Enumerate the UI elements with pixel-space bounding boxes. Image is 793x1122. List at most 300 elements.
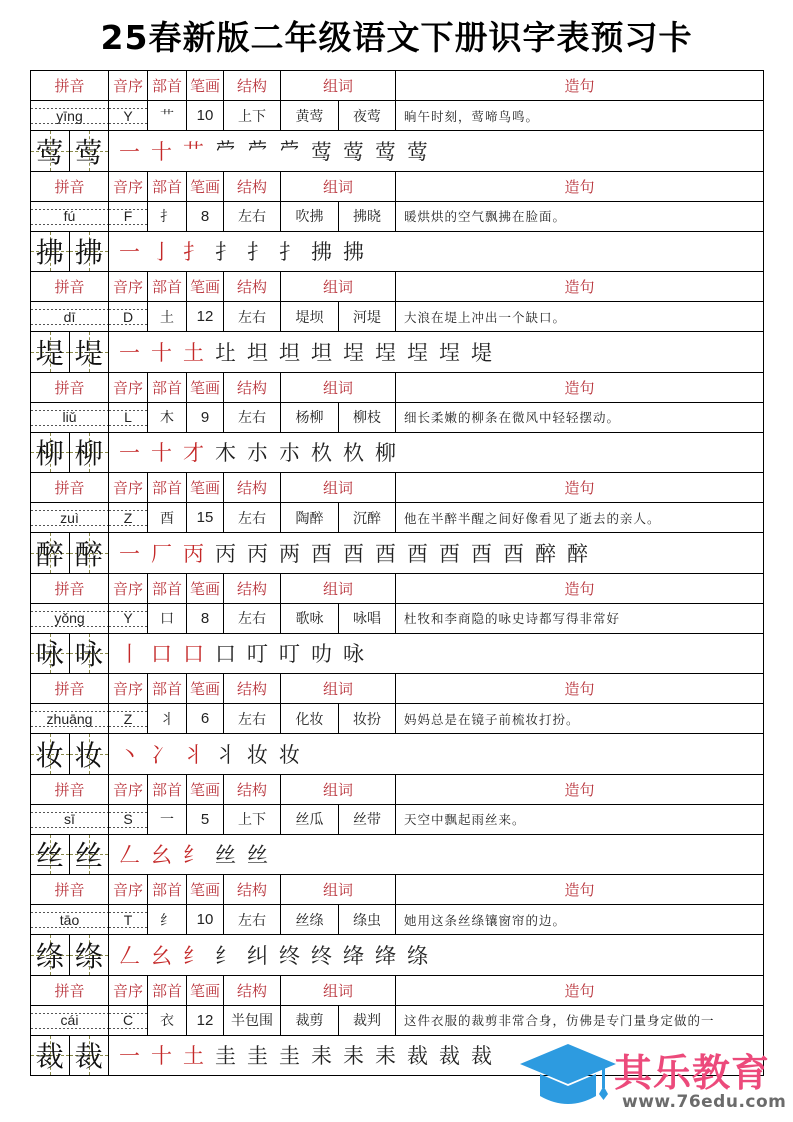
stroke-step: 圵 (215, 340, 236, 365)
tian-grid-cell: 醉 (70, 533, 109, 573)
tian-grid-cell: 绦 (70, 935, 109, 975)
value-row (31, 805, 763, 835)
word1-cell: 丝绦 (281, 905, 339, 934)
character-card (31, 71, 763, 172)
header-words: 组词 (281, 775, 396, 804)
structure-cell: 左右 (224, 202, 281, 231)
stroke-step: 埕 (407, 340, 428, 365)
header-strokes: 笔画 (187, 172, 224, 201)
stroke-step: 纟 (183, 943, 204, 968)
tian-grid-pair (31, 332, 109, 372)
stroke-count-cell: 8 (187, 604, 224, 633)
value-row (31, 604, 763, 634)
tian-grid-cell: 莺 (70, 131, 109, 171)
header-structure: 结构 (224, 473, 281, 502)
header-sentence: 造句 (564, 981, 595, 1000)
value-row (31, 101, 763, 131)
stroke-step: 丙 (215, 541, 236, 566)
stroke-order (109, 835, 763, 875)
header-structure: 结构 (224, 674, 281, 703)
tian-grid-pair (31, 935, 109, 975)
word1-cell: 黄莺 (281, 101, 339, 130)
header-strokes: 笔画 (187, 272, 224, 301)
stroke-step: 口 (151, 642, 172, 667)
header-radical: 部首 (148, 574, 187, 603)
initial-cell: Z (109, 503, 148, 532)
stroke-order (109, 131, 763, 171)
writing-row (31, 433, 763, 474)
tian-grid-pair (31, 433, 109, 473)
initial-cell: F (109, 202, 148, 231)
stroke-step: 耒 (311, 1044, 332, 1069)
stroke-step: 丙 (183, 541, 204, 566)
header-strokes: 笔画 (187, 976, 224, 1005)
tian-grid-cell: 绦 (31, 935, 70, 975)
stroke-step: 酉 (439, 541, 460, 566)
stroke-order (109, 634, 763, 674)
stroke-step: 埕 (439, 340, 460, 365)
radical-cell: 土 (148, 302, 187, 331)
stroke-step: 扌 (279, 240, 300, 265)
character-card (31, 272, 763, 373)
header-initial: 音序 (109, 674, 148, 703)
header-sentence: 造句 (564, 378, 595, 397)
stroke-step: 杦 (311, 441, 332, 466)
stroke-step: 醉 (567, 541, 588, 566)
stroke-step: 纠 (247, 943, 268, 968)
header-strokes: 笔画 (187, 775, 224, 804)
tian-grid-pair (31, 533, 109, 573)
writing-row (31, 131, 763, 172)
header-pinyin: 拼音 (31, 574, 109, 603)
stroke-step: 十 (151, 139, 172, 164)
character-card (31, 674, 763, 775)
radical-cell: 口 (148, 604, 187, 633)
value-row (31, 202, 763, 232)
header-sentence: 造句 (564, 780, 595, 799)
header-words: 组词 (281, 875, 396, 904)
word2-cell: 拂晓 (339, 202, 396, 231)
tian-grid-cell: 堤 (70, 332, 109, 372)
stroke-step: 叮 (247, 642, 268, 667)
stroke-step: 两 (279, 541, 300, 566)
radical-cell: 扌 (148, 202, 187, 231)
tian-grid-cell: 咏 (70, 634, 109, 674)
header-row (31, 674, 763, 704)
header-sentence: 造句 (564, 881, 595, 899)
stroke-order (109, 533, 763, 573)
initial-cell: Y (109, 101, 148, 130)
value-row (31, 503, 763, 533)
stroke-step: 𫇦 (279, 138, 300, 163)
stroke-step: 一 (119, 1044, 140, 1069)
stroke-count-cell: 8 (187, 202, 224, 231)
stroke-step: 耒 (375, 1044, 396, 1069)
header-radical: 部首 (148, 71, 187, 100)
value-row (31, 905, 763, 935)
stroke-step: 幺 (151, 843, 172, 868)
value-row (31, 302, 763, 332)
stroke-step: 埕 (343, 340, 364, 365)
header-structure: 结构 (224, 875, 281, 904)
header-structure: 结构 (224, 373, 281, 402)
radical-cell: 酉 (148, 503, 187, 532)
stroke-step: 朩 (247, 441, 268, 466)
word2-cell: 咏唱 (339, 604, 396, 633)
stroke-step: 莺 (375, 139, 396, 164)
header-initial: 音序 (109, 473, 148, 502)
tian-grid-cell: 丝 (70, 835, 109, 875)
pinyin-cell: zuì (31, 503, 109, 532)
stroke-step: 扌 (183, 240, 204, 265)
stroke-step: 莺 (407, 139, 428, 164)
word1-cell: 歌咏 (281, 604, 339, 633)
header-strokes: 笔画 (187, 473, 224, 502)
header-words: 组词 (281, 473, 396, 502)
stroke-count-cell: 5 (187, 805, 224, 834)
stroke-step: 亅 (151, 240, 172, 265)
stroke-step: 绛 (343, 943, 364, 968)
structure-cell: 左右 (224, 905, 281, 934)
header-words: 组词 (281, 976, 396, 1005)
header-sentence: 造句 (564, 177, 595, 196)
writing-row (31, 533, 763, 574)
stroke-step: 一 (119, 240, 140, 265)
header-strokes: 笔画 (187, 875, 224, 904)
stroke-step: 木 (215, 441, 236, 466)
stroke-step: 土 (183, 1044, 204, 1069)
header-pinyin: 拼音 (31, 775, 109, 804)
tian-grid-cell: 柳 (31, 433, 70, 473)
stroke-step: 终 (279, 943, 300, 968)
header-structure: 结构 (224, 172, 281, 201)
stroke-step: 耒 (343, 1044, 364, 1069)
pinyin-cell: sī (31, 805, 109, 834)
sentence-cell: 这件衣服的裁剪非常合身，仿佛是专门量身定做的一 (404, 1013, 715, 1028)
header-row (31, 775, 763, 805)
header-words: 组词 (281, 272, 396, 301)
stroke-step: 酉 (503, 541, 524, 566)
initial-cell: C (109, 1006, 148, 1035)
stroke-step: 终 (311, 943, 332, 968)
stroke-step: 丨 (119, 642, 140, 667)
word1-cell: 堤坝 (281, 302, 339, 331)
brand-name: 其乐教育 (614, 1051, 771, 1095)
stroke-step: 裁 (439, 1044, 460, 1069)
stroke-step: 纟 (183, 843, 204, 868)
stroke-step: 幺 (151, 943, 172, 968)
header-initial: 音序 (109, 172, 148, 201)
stroke-step: 绛 (375, 943, 396, 968)
tian-grid-cell: 醉 (31, 533, 70, 573)
word1-cell: 吹拂 (281, 202, 339, 231)
stroke-step: 拂 (311, 240, 332, 265)
stroke-step: 堤 (471, 340, 492, 365)
stroke-step: 丙 (247, 541, 268, 566)
header-words: 组词 (281, 674, 396, 703)
stroke-step: 才 (183, 441, 204, 466)
header-row (31, 71, 763, 101)
stroke-step: 一 (119, 139, 140, 164)
writing-row (31, 232, 763, 273)
header-words: 组词 (281, 373, 396, 402)
header-words: 组词 (281, 71, 396, 100)
stroke-step: 坦 (311, 340, 332, 365)
header-radical: 部首 (148, 373, 187, 402)
stroke-step: 绦 (407, 943, 428, 968)
graduation-cap-icon (518, 1040, 618, 1110)
value-row (31, 403, 763, 433)
stroke-count-cell: 12 (187, 1006, 224, 1035)
stroke-step: 𠃋 (119, 943, 140, 968)
structure-cell: 半包围 (224, 1006, 281, 1035)
stroke-step: 坦 (279, 340, 300, 365)
sentence-cell: 天空中飘起雨丝来。 (404, 812, 526, 827)
header-pinyin: 拼音 (31, 473, 109, 502)
stroke-step: 埕 (375, 340, 396, 365)
stroke-order (109, 433, 763, 473)
initial-cell: Y (109, 604, 148, 633)
sentence-cell: 他在半醉半醒之间好像看见了逝去的亲人。 (404, 510, 661, 526)
stroke-count-cell: 9 (187, 403, 224, 432)
stroke-step: 杦 (343, 441, 364, 466)
header-sentence: 造句 (564, 479, 595, 497)
header-row (31, 473, 763, 503)
stroke-count-cell: 12 (187, 302, 224, 331)
character-table (30, 70, 764, 1076)
initial-cell: L (109, 403, 148, 432)
header-words: 组词 (281, 172, 396, 201)
stroke-step: 扌 (247, 240, 268, 265)
word2-cell: 夜莺 (339, 101, 396, 130)
writing-row (31, 835, 763, 876)
pinyin-cell: yīng (31, 101, 109, 130)
stroke-step: 柳 (375, 441, 396, 466)
header-initial: 音序 (109, 976, 148, 1005)
stroke-step: 裁 (471, 1044, 492, 1069)
pinyin-cell: liǔ (31, 403, 109, 432)
character-card (31, 373, 763, 474)
stroke-step: 十 (151, 340, 172, 365)
stroke-step: 扌 (215, 240, 236, 265)
pinyin-cell: fú (31, 202, 109, 231)
sentence-cell: 大浪在堤上冲出一个缺口。 (404, 309, 567, 325)
tian-grid-cell: 柳 (70, 433, 109, 473)
header-initial: 音序 (109, 373, 148, 402)
stroke-step: 朩 (279, 441, 300, 466)
stroke-step: 拂 (343, 240, 364, 265)
tian-grid-pair (31, 835, 109, 875)
stroke-step: 咏 (343, 642, 364, 667)
stroke-step: 纟 (215, 943, 236, 968)
stroke-step: 十 (151, 441, 172, 466)
structure-cell: 左右 (224, 604, 281, 633)
header-radical: 部首 (148, 172, 187, 201)
stroke-step: 丶 (119, 742, 140, 767)
word1-cell: 陶醉 (281, 503, 339, 532)
tian-grid-pair (31, 1036, 109, 1076)
header-sentence: 造句 (564, 579, 595, 598)
stroke-step: 醉 (535, 541, 556, 566)
word2-cell: 沉醉 (339, 503, 396, 532)
stroke-step: 艹 (183, 139, 204, 164)
structure-cell: 左右 (224, 403, 281, 432)
tian-grid-cell: 妆 (31, 734, 70, 774)
stroke-step: 口 (215, 642, 236, 667)
radical-cell: 纟 (148, 905, 187, 934)
tian-grid-pair (31, 634, 109, 674)
header-strokes: 笔画 (187, 574, 224, 603)
pinyin-cell: yǒng (31, 604, 109, 633)
header-structure: 结构 (224, 775, 281, 804)
header-pinyin: 拼音 (31, 172, 109, 201)
pinyin-cell: dī (31, 302, 109, 331)
character-card (31, 574, 763, 675)
stroke-step: 丝 (247, 843, 268, 868)
stroke-step: 圭 (215, 1044, 236, 1069)
stroke-step: 酉 (343, 541, 364, 566)
word2-cell: 柳枝 (339, 403, 396, 432)
structure-cell: 左右 (224, 302, 281, 331)
sentence-cell: 暖烘烘的空气飘拂在脸面。 (404, 209, 567, 224)
stroke-step: 酉 (471, 541, 492, 566)
header-initial: 音序 (109, 775, 148, 804)
radical-cell: 丬 (148, 704, 187, 733)
header-words: 组词 (281, 574, 396, 603)
sentence-cell: 她用这条丝绦镶窗帘的边。 (404, 912, 567, 928)
brand-url: www.76edu.com (622, 1092, 787, 1112)
radical-cell: 木 (148, 403, 187, 432)
stroke-step: 裁 (407, 1044, 428, 1069)
radical-cell: 艹 (148, 101, 187, 130)
word2-cell: 裁判 (339, 1006, 396, 1035)
stroke-step: 妆 (279, 742, 300, 767)
pinyin-cell: cái (31, 1006, 109, 1035)
stroke-step: 莺 (311, 139, 332, 164)
header-row (31, 172, 763, 202)
writing-row (31, 734, 763, 775)
tian-grid-cell: 丝 (31, 835, 70, 875)
header-strokes: 笔画 (187, 71, 224, 100)
header-radical: 部首 (148, 976, 187, 1005)
stroke-step: 圭 (247, 1044, 268, 1069)
sentence-cell: 细长柔嫩的柳条在微风中轻轻摆动。 (404, 410, 621, 425)
pinyin-cell: tāo (31, 905, 109, 934)
stroke-count-cell: 10 (187, 905, 224, 934)
sentence-cell: 妈妈总是在镜子前梳妆打扮。 (404, 711, 580, 727)
structure-cell: 上下 (224, 101, 281, 130)
header-strokes: 笔画 (187, 674, 224, 703)
stroke-step: 厂 (151, 541, 172, 566)
header-row (31, 574, 763, 604)
sentence-cell: 杜牧和李商隐的咏史诗都写得非常好 (404, 611, 621, 626)
stroke-step: 𫇦 (247, 138, 268, 163)
stroke-step: 十 (151, 1044, 172, 1069)
stroke-step: 土 (183, 340, 204, 365)
stroke-count-cell: 15 (187, 503, 224, 532)
header-pinyin: 拼音 (31, 674, 109, 703)
header-radical: 部首 (148, 875, 187, 904)
header-initial: 音序 (109, 272, 148, 301)
value-row (31, 704, 763, 734)
writing-row (31, 634, 763, 675)
stroke-step: 𠃋 (119, 843, 140, 868)
radical-cell: 衣 (148, 1006, 187, 1035)
tian-grid-pair (31, 131, 109, 171)
word2-cell: 妆扮 (339, 704, 396, 733)
tian-grid-cell: 拂 (31, 232, 70, 272)
stroke-count-cell: 6 (187, 704, 224, 733)
stroke-order (109, 935, 763, 975)
tian-grid-pair (31, 734, 109, 774)
stroke-step: 叻 (311, 642, 332, 667)
initial-cell: D (109, 302, 148, 331)
stroke-order (109, 734, 763, 774)
stroke-step: 丝 (215, 843, 236, 868)
initial-cell: T (109, 905, 148, 934)
header-structure: 结构 (224, 71, 281, 100)
stroke-step: 妆 (247, 742, 268, 767)
header-radical: 部首 (148, 775, 187, 804)
character-card (31, 775, 763, 876)
stroke-step: 酉 (375, 541, 396, 566)
word1-cell: 裁剪 (281, 1006, 339, 1035)
writing-row (31, 935, 763, 976)
header-radical: 部首 (148, 272, 187, 301)
character-card (31, 875, 763, 976)
watermark-logo (510, 1040, 790, 1120)
stroke-order (109, 232, 763, 272)
structure-cell: 左右 (224, 503, 281, 532)
stroke-step: 坦 (247, 340, 268, 365)
header-pinyin: 拼音 (31, 272, 109, 301)
tian-grid-cell: 裁 (31, 1036, 70, 1076)
pinyin-cell: zhuāng (31, 704, 109, 733)
stroke-step: 一 (119, 541, 140, 566)
structure-cell: 左右 (224, 704, 281, 733)
tian-grid-pair (31, 232, 109, 272)
page-title: 25春新版二年级语文下册识字表预习卡 (100, 18, 693, 57)
header-radical: 部首 (148, 473, 187, 502)
header-sentence: 造句 (564, 278, 595, 296)
tian-grid-cell: 咏 (31, 634, 70, 674)
header-structure: 结构 (224, 976, 281, 1005)
stroke-count-cell: 10 (187, 101, 224, 130)
word2-cell: 绦虫 (339, 905, 396, 934)
radical-cell: 一 (148, 805, 187, 834)
word1-cell: 杨柳 (281, 403, 339, 432)
word2-cell: 丝带 (339, 805, 396, 834)
stroke-step: 酉 (407, 541, 428, 566)
tian-grid-cell: 堤 (31, 332, 70, 372)
header-row (31, 875, 763, 905)
header-pinyin: 拼音 (31, 71, 109, 100)
stroke-order (109, 332, 763, 372)
stroke-step: 酉 (311, 541, 332, 566)
stroke-step: 一 (119, 441, 140, 466)
stroke-step: 莺 (343, 139, 364, 164)
header-row (31, 373, 763, 403)
character-card (31, 172, 763, 273)
stroke-step: 𫇦 (215, 138, 236, 163)
stroke-step: 丬 (183, 742, 204, 767)
tian-grid-cell: 拂 (70, 232, 109, 272)
structure-cell: 上下 (224, 805, 281, 834)
value-row (31, 1006, 763, 1036)
header-structure: 结构 (224, 574, 281, 603)
header-row (31, 976, 763, 1006)
header-row (31, 272, 763, 302)
